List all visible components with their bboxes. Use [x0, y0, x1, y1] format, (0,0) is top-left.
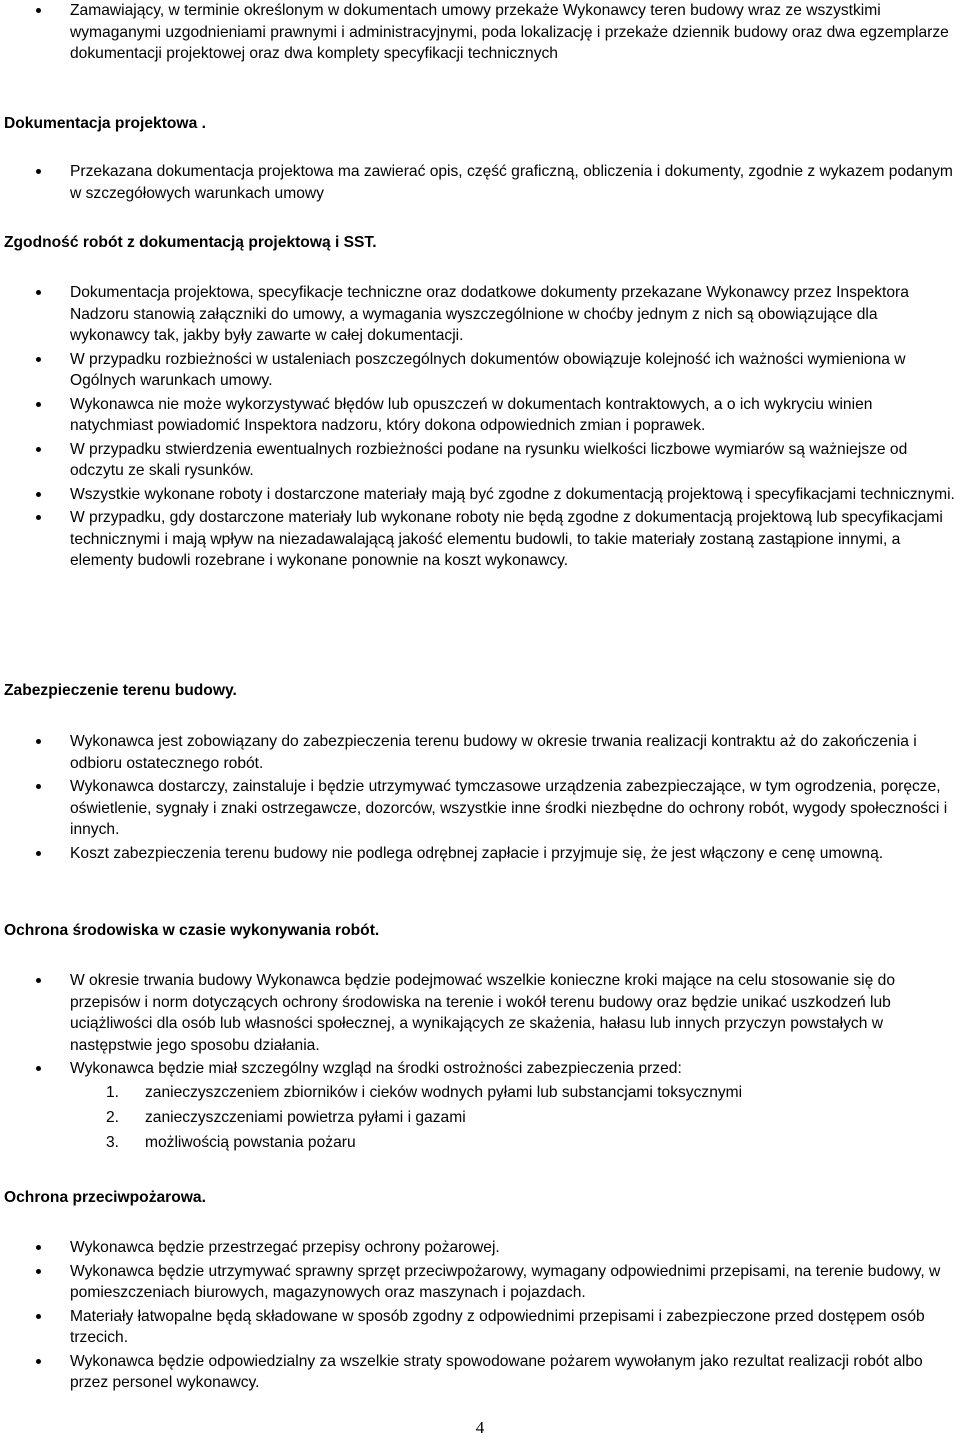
- numbered-list: [70, 1080, 956, 1155]
- section-heading-dokumentacja: Dokumentacja projektowa .: [4, 115, 206, 132]
- numbered-item: 3. możliwością powstania pożaru: [106, 1133, 356, 1151]
- section-heading-ochrona-srodowiska: Ochrona środowiska w czasie wykonywania robót.: [4, 922, 380, 939]
- list-item: Dokumentacja projektowa, specyfikacje techniczne oraz dodatkowe dokumenty przekazane Wykonawcy przez Inspektora Nadzoru stanowią załączniki do umowy, a wymagania wyszczególnione w choćby jednym z nich są obowiązujące dla wykonawcy tak, jakby były zawarte w całej dokumentacji.: [0, 282, 960, 347]
- section-heading-zgodnosc: Zgodność robót z dokumentacją projektową i SST.: [4, 234, 377, 251]
- section-heading-zabezpieczenie: Zabezpieczenie terenu budowy.: [4, 682, 237, 699]
- section-heading-ochrona-ppoz: Ochrona przeciwpożarowa.: [4, 1189, 206, 1206]
- section-list-zabezpieczenie: [0, 731, 960, 866]
- list-item: W przypadku rozbieżności w ustaleniach poszczególnych dokumentów obowiązuje kolejność ich ważności wymieniona w Ogólnych warunkach umowy.: [0, 349, 960, 392]
- list-item: Wykonawca nie może wykorzystywać błędów lub opuszczeń w dokumentach kontraktowych, a o ich wykryciu winien natychmiast powiadomić Inspektora nadzoru, który dokona odpowiednich zmian i poprawek.: [0, 394, 960, 437]
- section-list-ochrona-srodowiska: [0, 970, 960, 1157]
- list-item: Wszystkie wykonane roboty i dostarczone materiały mają być zgodne z dokumentacją projektową i specyfikacjami technicznymi.: [0, 484, 960, 506]
- numbered-item: 1. zanieczyszczeniem zbiorników i cieków wodnych pyłami lub substancjami toksycznymi: [106, 1083, 743, 1101]
- list-item: Materiały łatwopalne będą składowane w sposób zgodny z odpowiednimi przepisami i zabezpieczone przed dostępem osób trzecich.: [0, 1306, 960, 1349]
- list-item: W okresie trwania budowy Wykonawca będzie podejmować wszelkie konieczne kroki mające na celu stosowanie się do przepisów i norm dotyczących ochrony środowiska na terenie i wokół terenu budowy oraz będzie unikać uszkodzeń lub uciążliwości dla osób lub własności społecznej, a wynikających ze skażenia, hałasu lub innych przyczyn powstałych w następstwie jego sposobu działania.: [0, 970, 960, 1056]
- numbered-item: 2. zanieczyszczeniami powietrza pyłami i gazami: [106, 1108, 466, 1126]
- section-list-dokumentacja: [0, 161, 960, 206]
- list-item: Wykonawca będzie odpowiedzialny za wszelkie straty spowodowane pożarem wywołanym jako rezultat realizacji robót albo przez personel wykonawcy.: [0, 1351, 960, 1394]
- list-item: [0, 1058, 960, 1155]
- section-list-zgodnosc: [0, 282, 960, 574]
- list-item: Przekazana dokumentacja projektowa ma zawierać opis, część graficzną, obliczenia i dokumenty, zgodnie z wykazem podanym w szczegółowych warunkach umowy: [0, 161, 960, 204]
- page-number: 4: [475, 1418, 485, 1437]
- list-item-text: Wykonawca będzie miał szczególny wzgląd na środki ostrożności zabezpieczenia przed:: [70, 1060, 682, 1077]
- list-item: Koszt zabezpieczenia terenu budowy nie podlega odrębnej zapłacie i przyjmuje się, że jest włączony e cenę umowną.: [0, 843, 960, 865]
- list-item: Wykonawca dostarczy, zainstaluje i będzie utrzymywać tymczasowe urządzenia zabezpieczające, w tym ogrodzenia, poręcze, oświetlenie, sygnały i znaki ostrzegawcze, dozorców, wszystkie inne środki niezbędne do ochrony robót, wygody społeczności i innych.: [0, 776, 960, 841]
- intro-list: [0, 0, 960, 67]
- list-item: Wykonawca będzie przestrzegać przepisy ochrony pożarowej.: [0, 1237, 960, 1259]
- list-item: W przypadku, gdy dostarczone materiały lub wykonane roboty nie będą zgodne z dokumentacją projektową lub specyfikacjami technicznymi i mają wpływ na niezadawalającą jakość elementu budowli, to takie materiały zostaną zastąpione innymi, a elementy budowli rozebrane i wykonane ponownie na koszt wykonawcy.: [0, 507, 960, 572]
- list-item: Zamawiający, w terminie określonym w dokumentach umowy przekaże Wykonawcy teren budowy wraz ze wszystkimi wymaganymi uzgodnieniami prawnymi i administracyjnymi, poda lokalizację i przekaże dziennik budowy oraz dwa egzemplarze dokumentacji projektowej oraz dwa komplety specyfikacji technicznych: [0, 0, 960, 65]
- list-item: Wykonawca będzie utrzymywać sprawny sprzęt przeciwpożarowy, wymagany odpowiednimi przepisami, na terenie budowy, w pomieszczeniach biurowych, magazynowych oraz maszynach i pojazdach.: [0, 1261, 960, 1304]
- section-list-ochrona-ppoz: [0, 1237, 960, 1396]
- list-item: Wykonawca jest zobowiązany do zabezpieczenia terenu budowy w okresie trwania realizacji kontraktu aż do zakończenia i odbioru ostatecznego robót.: [0, 731, 960, 774]
- list-item: W przypadku stwierdzenia ewentualnych rozbieżności podane na rysunku wielkości liczbowe wymiarów są ważniejsze od odczytu ze skali rysunków.: [0, 439, 960, 482]
